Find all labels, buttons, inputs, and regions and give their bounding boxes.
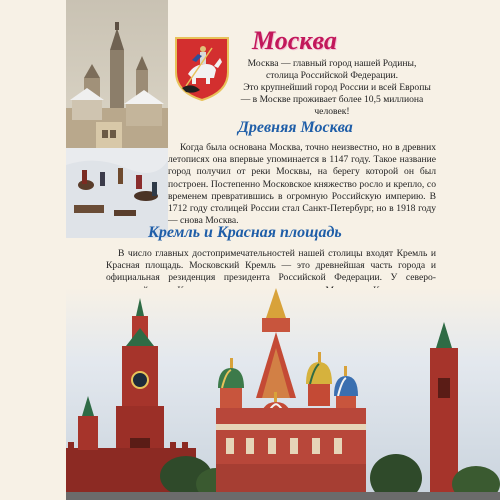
intro-paragraph: [232, 58, 432, 118]
heading-ancient-moscow: Древняя Москва: [238, 119, 353, 136]
old-moscow-painting-image: [66, 0, 168, 238]
red-square-photo: [66, 288, 500, 500]
heading-kremlin-red-square: Кремль и Красная площадь: [148, 224, 342, 241]
coat-of-arms-icon: [172, 34, 232, 102]
moscow-coat-of-arms: [172, 34, 232, 102]
kremlin-paragraph: В число главных достопримечательностей нашей столицы входят Кремль и Красная площадь. Московский Кремль — это древнейшая часть города и официальная резиденция президента Российской Федерации. У северо-: [106, 248, 436, 284]
ancient-moscow-paragraph: Когда была основана Москва, точно неизвестно, но в древних летописях она впервые упоминается в 1147 году. Такое название город получил от реки Москвы, на берегу которой он был построен. Постепенно Московское княжество росло и крепло, со временем превратившись в огромную Российскую империю. В 1712 году столицей России стал Санкт-Петербург, но в 1918 году — снова Москва.: [168, 142, 436, 227]
intro-line-1: Москва — главный город нашей Родины, столица Российской Федерации.: [247, 58, 417, 81]
old-moscow-painting: [66, 0, 168, 238]
intro-line-2: Это крупнейший город России и всей Европы — в Москве проживает более 10,5 миллиона человек!: [240, 82, 431, 117]
red-square-photo-image: [66, 288, 500, 500]
page-title: Москва: [252, 26, 337, 55]
